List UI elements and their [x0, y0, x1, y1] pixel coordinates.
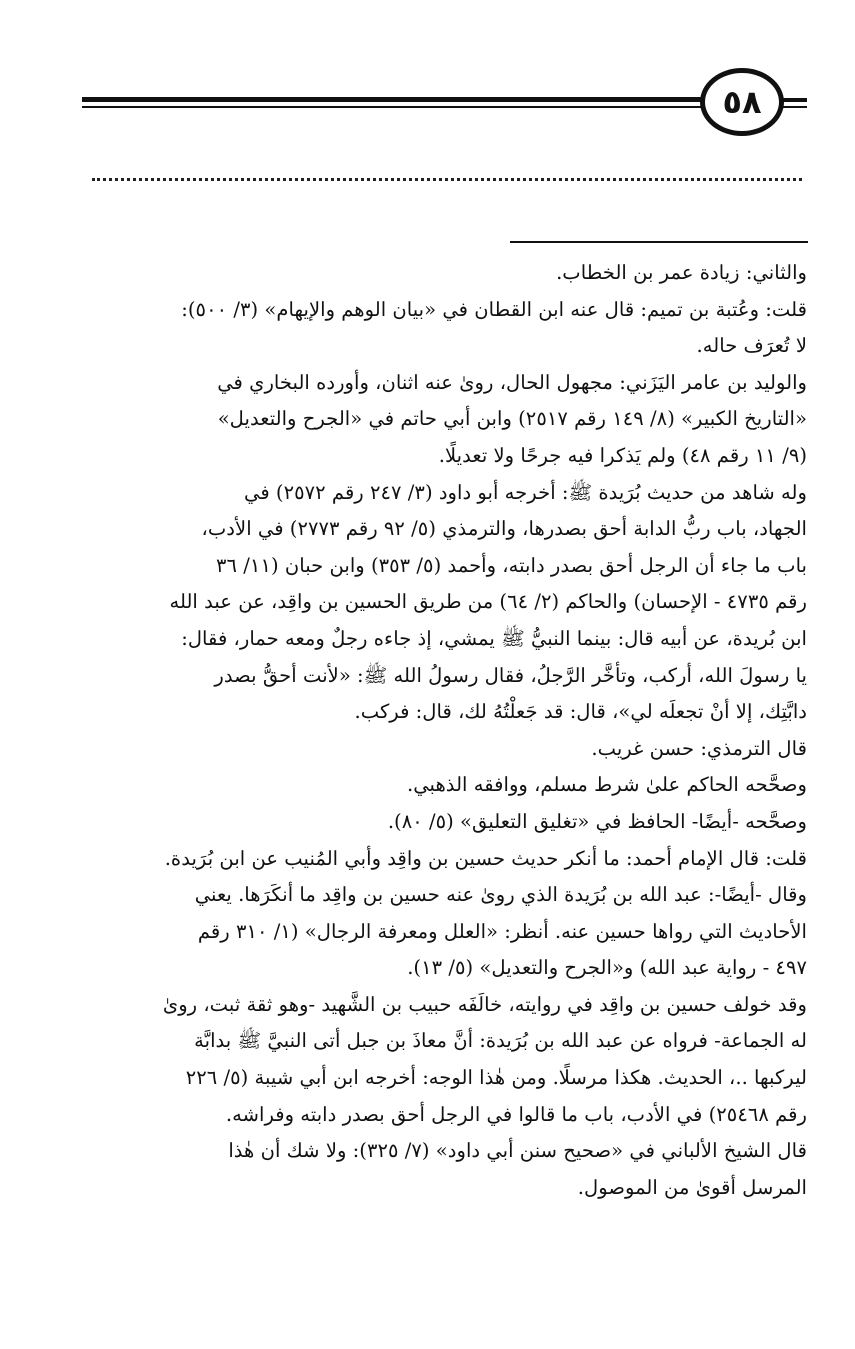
text-line: رقم ٢٥٤٦٨) في الأدب، باب ما قالوا في الرجل أحق بصدر دابته وفراشه.	[225, 1102, 807, 1126]
footnote-rule	[510, 241, 808, 243]
text-line: الجهاد، باب ربُّ الدابة أحق بصدرها، والترمذي (٥/ ٩٢ رقم ٢٧٧٣) في الأدب،	[201, 517, 807, 541]
header-rule-thin	[82, 106, 722, 108]
text-line: قلت: وعُتبة بن تميم: قال عنه ابن القطان في «بيان الوهم والإيهام» (٣/ ٥٠٠):	[181, 297, 807, 321]
text-line: باب ما جاء أن الرجل أحق بصدر دابته، وأحمد (٥/ ٣٥٣) وابن حبان (١١/ ٣٦	[216, 553, 807, 577]
text-line: (٩/ ١١ رقم ٤٨) ولم يَذكرا فيه جرحًا ولا تعديلًا.	[438, 443, 807, 467]
text-line: رقم ٤٧٣٥ - الإحسان) والحاكم (٢/ ٦٤) من طريق الحسين بن واقِد، عن عبد الله	[169, 590, 807, 614]
text-line: قال الشيخ الألباني في «صحيح سنن أبي داود» (٧/ ٣٢٥): ولا شك أن هٰذا	[228, 1139, 807, 1163]
page-header	[0, 60, 855, 160]
text-line: الأحاديث التي رواها حسين عنه. أنظر: «العلل ومعرفة الرجال» (١/ ٣١٠ رقم	[197, 919, 807, 943]
text-line: المرسل أقوىٰ من الموصول.	[577, 1175, 807, 1199]
text-line: وصحَّحه -أيضًا- الحافظ في «تغليق التعليق» (٥/ ٨٠).	[387, 809, 807, 833]
text-line: والوليد بن عامر اليَزَني: مجهول الحال، روىٰ عنه اثنان، وأورده البخاري في	[217, 370, 807, 394]
text-line: لا تُعرَف حاله.	[696, 334, 807, 358]
text-line: ٤٩٧ - رواية عبد الله) و«الجرح والتعديل» (٥/ ١٣).	[407, 956, 807, 980]
text-line: وقد خولف حسين بن واقِد في روايته، خالَفَه حبيب بن الشَّهيد -وهو ثقة ثبت، روىٰ	[162, 992, 807, 1016]
text-line: دابَّتِك، إلا أنْ تجعلَه لي»، قال: قد جَعلْتُهُ لك، قال: فركب.	[354, 700, 807, 724]
text-line: قال الترمذي: حسن غريب.	[591, 736, 807, 760]
text-line: والثاني: زيادة عمر بن الخطاب.	[556, 261, 807, 284]
text-line: يا رسولَ الله، أركب، وتأخَّر الرَّجلُ، فقال رسولُ الله ﷺ: «لأنت أحقُّ بصدر	[214, 663, 807, 687]
text-line: ابن بُريدة، عن أبيه قال: بينما النبيُّ ﷺ يمشي، إذ جاءه رجلٌ ومعه حمار، فقال:	[181, 626, 807, 650]
page-number: ٥٨	[700, 68, 784, 136]
text-line: له الجماعة- فرواه عن عبد الله بن بُرَيدة: أنَّ معاذَ بن جبل أتى النبيَّ ﷺ بدابَّة	[194, 1029, 807, 1053]
text-line: وصحَّحه الحاكم علىٰ شرط مسلم، ووافقه الذهبي.	[406, 773, 807, 797]
text-line: ليركبها ..، الحديث. هكذا مرسلًا. ومن هٰذا الوجه: أخرجه ابن أبي شيبة (٥/ ٢٢٦	[185, 1066, 807, 1090]
dotted-separator	[92, 170, 802, 181]
body-text	[57, 255, 807, 1315]
header-rule-right	[780, 98, 807, 102]
text-line: وقال -أيضًا-: عبد الله بن بُرَيدة الذي روىٰ عنه حسين بن واقِد ما أنكَرَها. يعني	[194, 883, 807, 907]
header-rule-thick	[82, 97, 722, 102]
header-rule-right-thin	[780, 106, 807, 108]
text-line: وله شاهد من حديث بُرَيدة ﷺ: أخرجه أبو داود (٣/ ٢٤٧ رقم ٢٥٧٢) في	[243, 480, 807, 504]
text-line: «التاريخ الكبير» (٨/ ١٤٩ رقم ٢٥١٧) وابن أبي حاتم في «الجرح والتعديل»	[217, 407, 807, 431]
text-line: قلت: قال الإمام أحمد: ما أنكر حديث حسين بن واقِد وأبي المُنيب عن ابن بُرَيدة.	[164, 846, 807, 870]
